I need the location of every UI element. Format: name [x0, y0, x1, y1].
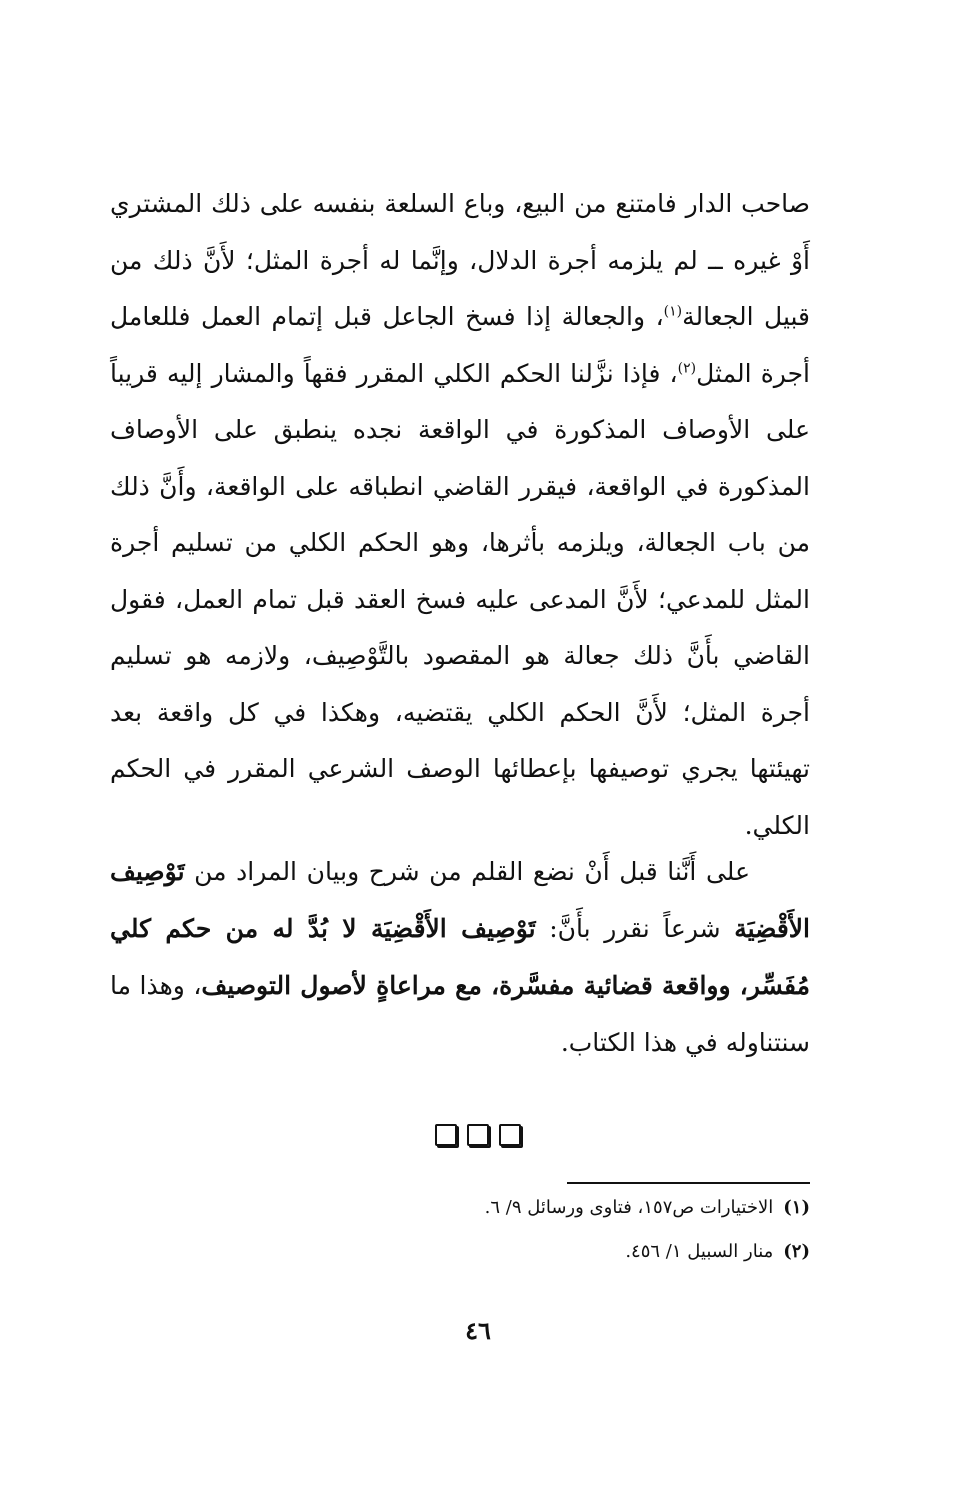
paragraph-1-text-c: ، فإذا نزَّلنا الحكم الكلي المقرر فقهاً والمشار إليه قريباً على الأوصاف المذكورة في الواقعة نجده ينطبق على الأوصاف المذكورة في الواقعة، فيقرر القاضي انطباقه على الواقعة، وأَنَّ ذلك من باب الجعالة، ويلزمه بأثرها، وهو الحكم الكلي من تسليم أجرة المثل للمدعي؛ لأَنَّ المدعى عليه فسخ العقد قبل تمام العمل، فقول القاضي بأَنَّ ذلك جعالة هو المقصود بالتَّوْصِيف، ولازمه هو تسليم أجرة المثل؛ لأَنَّ الحكم الكلي يقتضيه، وهكذا في كل واقعة بعد تهيئتها يجري توصيفها بإعطائها الوصف الشرعي المقرر في الحكم الكلي.: [110, 358, 810, 840]
paragraph-2-bold-a: تَوْصِيف الأَقْضِيَة: [110, 857, 810, 943]
paragraph-2-text-a: على أَنَّنا قبل أَنْ نضع القلم من شرح وبيان المراد من: [184, 857, 750, 886]
paragraph-1-text-a: صاحب الدار فامتنع من البيع، وباع السلعة بنفسه على ذلك المشتري أَوْ غيره ــ لم يلزمه أجرة الدلال، وإنَّما له أجرة المثل؛ لأَنَّ ذلك من قبيل الجعالة: [110, 189, 810, 331]
square-ornament-icon: [499, 1124, 521, 1146]
footnote-text: منار السبيل ١/ ٤٥٦.: [625, 1241, 774, 1262]
footnote-ref-2[interactable]: (٢): [677, 360, 697, 377]
page-number: ٤٦: [465, 1316, 491, 1345]
footnote-ref-1[interactable]: (١): [663, 303, 683, 320]
paragraph-2-text-c: ، وهذا ما سنتناوله في هذا الكتاب.: [110, 971, 810, 1057]
footnote-2: [625, 1238, 810, 1266]
footnote-separator: [567, 1182, 810, 1184]
footnote-number: (١): [783, 1197, 810, 1218]
paragraph-1-text-b: ، والجعالة إذا فسخ الجاعل قبل إتمام العمل فللعامل أجرة المثل: [110, 302, 810, 388]
footnote-1: [485, 1194, 810, 1222]
paragraph-1: [110, 176, 810, 854]
paragraph-2-text-b: شرعاً نقرر بأَنَّ:: [535, 914, 735, 943]
square-ornament-icon: [435, 1124, 457, 1146]
section-divider-ornament: [0, 1124, 956, 1146]
footnote-text: الاختيارات ص١٥٧، فتاوى ورسائل ٩/ ٦.: [484, 1197, 774, 1218]
paragraph-2-bold-b: تَوْصِيف الأَقْضِيَة لا بُدَّ له من حكم كلي مُفَسِّر، وواقعة قضائية مفسَّرة، مع مراعاةٍ لأصول التوصيف: [110, 914, 810, 1000]
footnote-number: (٢): [783, 1241, 810, 1262]
square-ornament-icon: [467, 1124, 489, 1146]
paragraph-2: [110, 843, 810, 1071]
